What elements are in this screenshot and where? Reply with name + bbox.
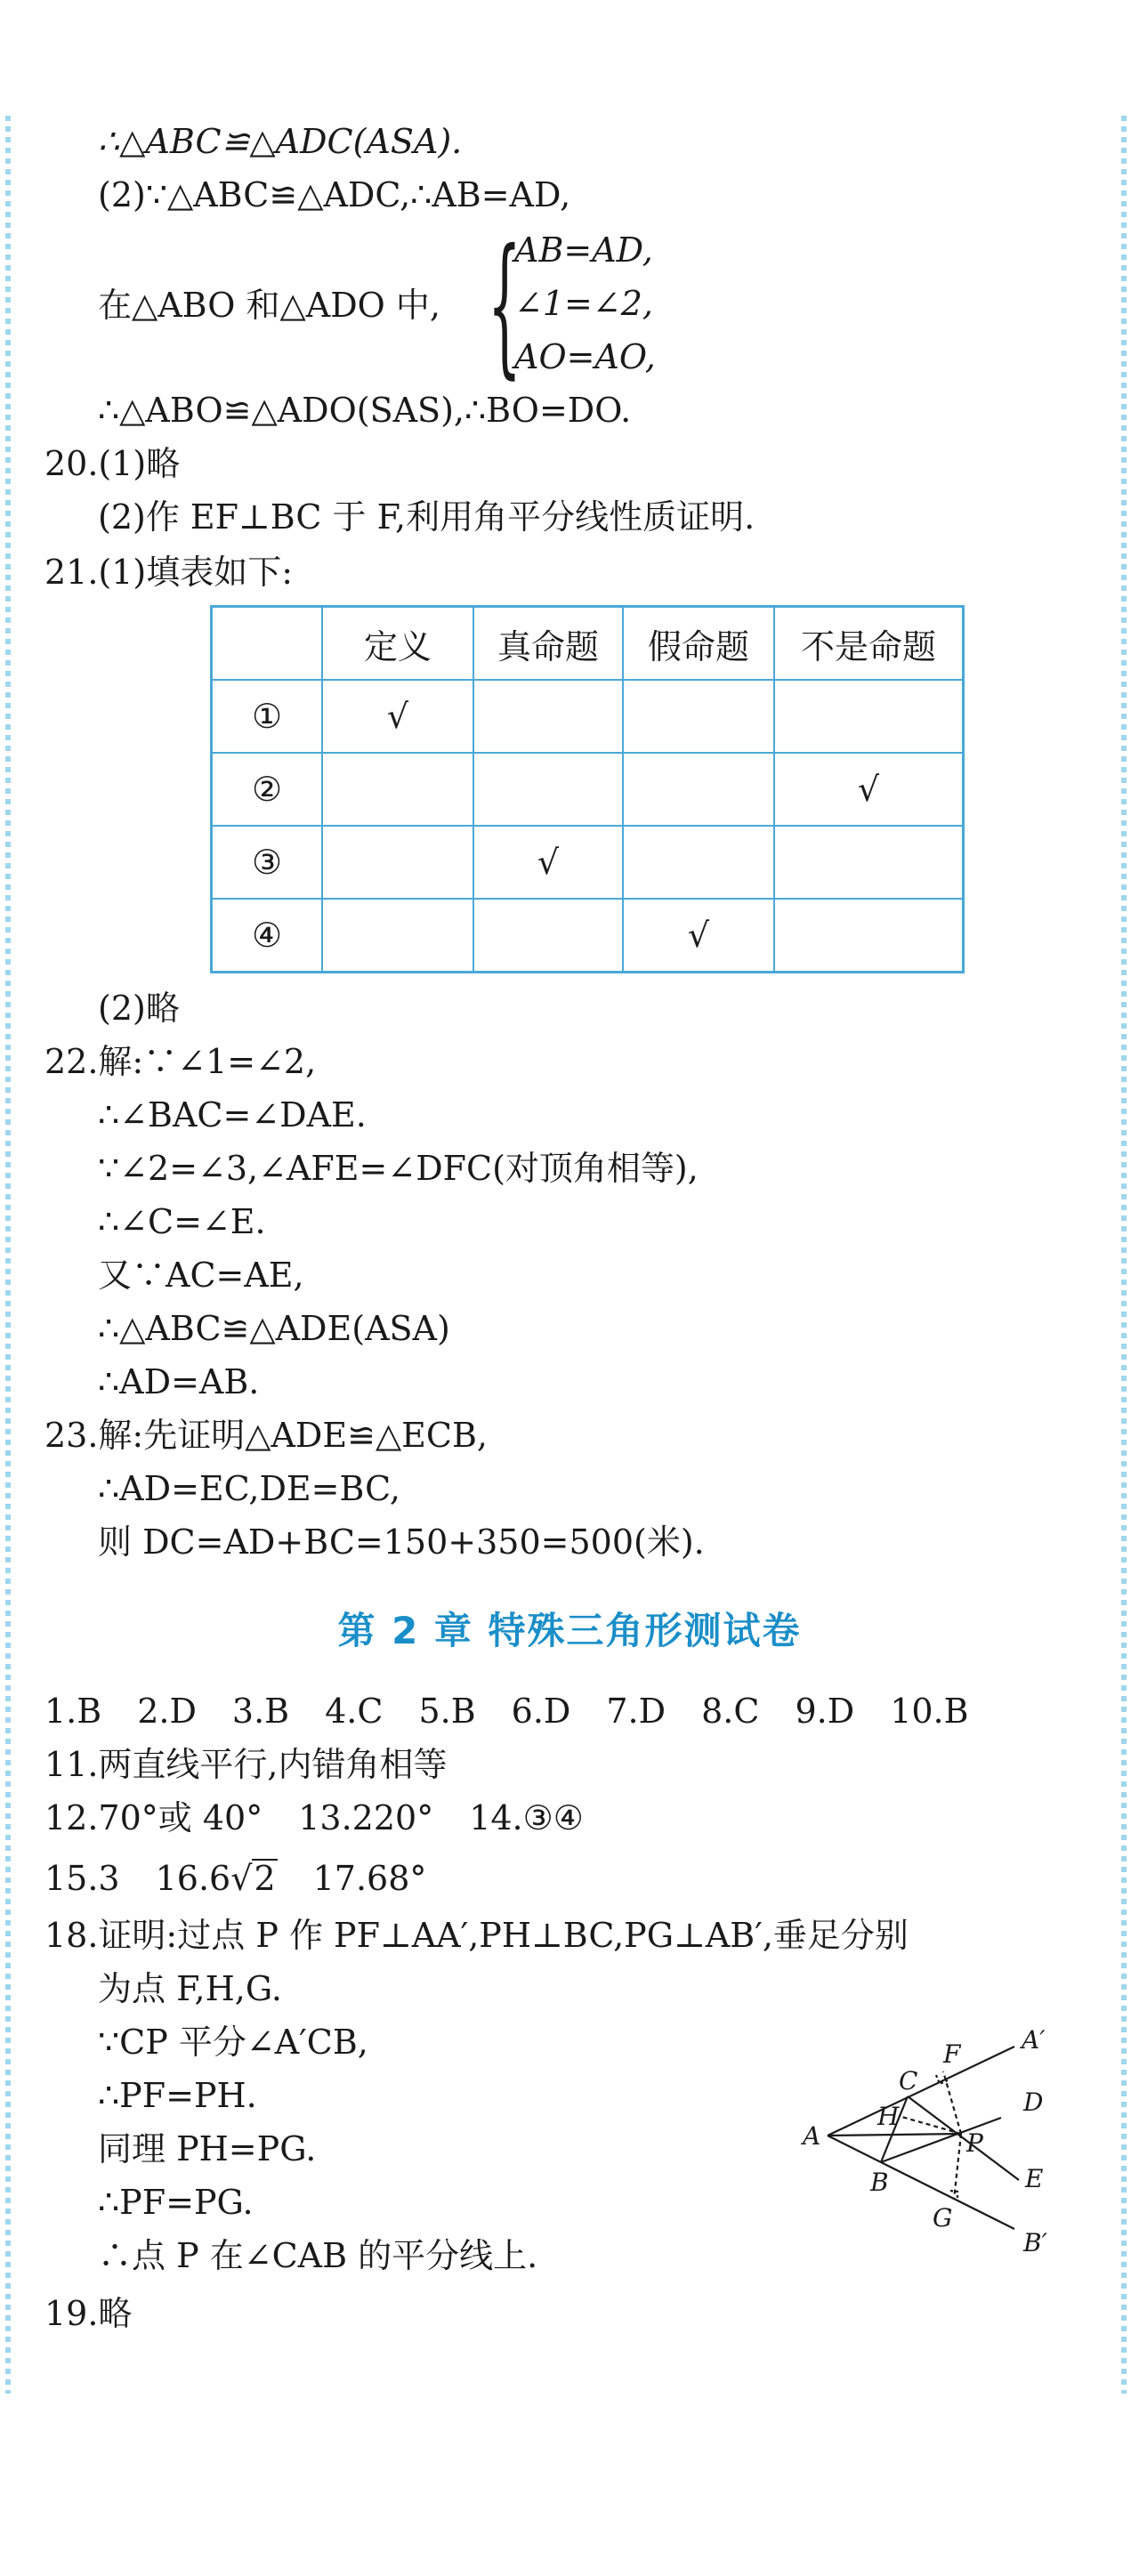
answer-18-line-7: ∴点 P 在∠CAB 的平分线上. (98, 2236, 538, 2275)
table-row (212, 899, 964, 973)
answer-22-line-7: ∴AD=AB. (98, 1362, 260, 1401)
label-F: F (943, 2039, 961, 2069)
proof-line-3: 在△ABO 和△ADO 中, (98, 286, 440, 325)
answer-item: 14.③④ (469, 1798, 584, 1837)
label-A: A (803, 2121, 821, 2151)
label-D: D (1023, 2087, 1044, 2117)
answer-22-line-1: 22.解:∵∠1=∠2, (44, 1042, 317, 1081)
answer-22-line-3: ∵∠2=∠3,∠AFE=∠DFC(对顶角相等), (98, 1149, 699, 1188)
answer-item: 8.C (701, 1692, 760, 1731)
answer-21-part1: 21.(1)填表如下: (44, 553, 294, 592)
answer-item: 5.B (418, 1692, 476, 1731)
table-cell (322, 826, 473, 899)
line-CE (908, 2096, 1019, 2180)
table-header-cell (212, 607, 323, 681)
sqrt-symbol: √ (230, 1859, 253, 1898)
table-header-cell: 假命题 (623, 607, 774, 681)
answer-18-line-6: ∴PF=PG. (98, 2183, 254, 2222)
answer-18-line-4: ∴PF=PH. (98, 2076, 257, 2115)
brace-line-1: AB=AD, (514, 230, 653, 270)
table-cell: √ (322, 680, 473, 753)
table-row (212, 826, 964, 899)
answers-1-to-10 (44, 1689, 969, 1733)
answers-15-to-17 (44, 1856, 462, 1901)
ray-AB-prime (828, 2136, 1014, 2229)
label-H: H (877, 2102, 900, 2131)
table-header-cell: 真命题 (473, 607, 623, 681)
equation-brace-group (488, 217, 710, 393)
proof-line-4: ∴△ABO≌△ADO(SAS),∴BO=DO. (98, 391, 632, 430)
sqrt-radicand: 2 (254, 1859, 276, 1898)
answer-20-part2: (2)作 EF⊥BC 于 F,利用角平分线性质证明. (98, 497, 755, 537)
answer-18-line-5: 同理 PH=PG. (98, 2129, 317, 2168)
table-cell (774, 680, 964, 753)
answer-item: 4.C (325, 1692, 384, 1731)
left-brace: { (488, 217, 521, 393)
table-cell (623, 826, 774, 899)
answer-22-line-5: 又∵AC=AE, (98, 1256, 304, 1295)
table-cell: √ (774, 753, 964, 826)
table-cell (473, 899, 623, 973)
table-cell: ④ (212, 899, 323, 973)
answer-item: 1.B (44, 1692, 102, 1731)
left-dotted-border (5, 116, 11, 2394)
label-E: E (1025, 2164, 1044, 2193)
answer-22-line-6: ∴△ABC≌△ADE(ASA) (98, 1309, 450, 1348)
table-cell (774, 899, 964, 973)
answer-item-16 (156, 1856, 278, 1901)
table-cell (473, 753, 623, 826)
answer-item: 15.3 (44, 1859, 120, 1898)
answer-16-prefix: 16.6 (155, 1859, 231, 1898)
brace-line-3: AO=AO, (514, 337, 656, 376)
answer-18-line-2: 为点 F,H,G. (98, 1969, 282, 2008)
label-B-prime: B′ (1023, 2228, 1047, 2257)
answer-item: 9.D (795, 1692, 855, 1731)
geometry-figure (801, 1993, 1086, 2260)
line-AP (828, 2134, 961, 2136)
answer-23-line-3: 则 DC=AD+BC=150+350=500(米). (98, 1522, 705, 1562)
label-C: C (899, 2066, 918, 2096)
answer-item: 17.68° (312, 1859, 427, 1898)
answer-11: 11.两直线平行,内错角相等 (44, 1745, 448, 1784)
dashed-PG (954, 2134, 961, 2200)
label-B: B (870, 2168, 889, 2197)
table-row (212, 680, 964, 753)
answer-23-line-2: ∴AD=EC,DE=BC, (98, 1469, 400, 1508)
label-G: G (933, 2203, 953, 2233)
answer-item: 10.B (890, 1692, 969, 1731)
answer-item: 3.B (231, 1692, 290, 1731)
answer-21-part2: (2)略 (98, 989, 180, 1028)
table-header-row (212, 607, 964, 681)
table-row (212, 753, 964, 826)
label-P: P (966, 2128, 983, 2158)
label-A-prime: A′ (1022, 2025, 1046, 2055)
table-cell: ③ (212, 826, 323, 899)
answer-table (210, 605, 965, 973)
answer-item: 13.220° (298, 1798, 434, 1837)
answer-19: 19.略 (44, 2294, 133, 2333)
answers-12-to-14 (44, 1796, 619, 1840)
answer-item: 12.70°或 40° (44, 1798, 263, 1837)
table-cell: √ (473, 826, 623, 899)
table-cell: ② (212, 753, 323, 826)
answer-18-line-3: ∵CP 平分∠A′CB, (98, 2023, 368, 2062)
proof-line-1: ∴△ABC≌△ADC(ASA). (98, 122, 463, 161)
answer-22-line-2: ∴∠BAC=∠DAE. (98, 1095, 367, 1135)
brace-line-2: ∠1=∠2, (514, 284, 653, 323)
dashed-PH (899, 2116, 961, 2134)
table-cell (322, 899, 473, 973)
answer-18-line-1: 18.证明:过点 P 作 PF⊥AA′,PH⊥BC,PG⊥AB′,垂足分别 (44, 1916, 909, 1955)
table-cell (623, 680, 774, 753)
table-header-cell: 不是命题 (774, 607, 964, 681)
table-cell (774, 826, 964, 899)
chapter-title: 第 2 章 特殊三角形测试卷 (337, 1609, 802, 1652)
table-cell (473, 680, 623, 753)
table-cell (322, 753, 473, 826)
answer-item: 6.D (511, 1692, 571, 1731)
proof-line-2: (2)∵△ABC≌△ADC,∴AB=AD, (98, 175, 571, 214)
answer-23-line-1: 23.解:先证明△ADE≌△ECB, (44, 1416, 488, 1455)
answer-item: 2.D (137, 1692, 197, 1731)
answer-22-line-4: ∴∠C=∠E. (98, 1202, 266, 1241)
table-header-cell: 定义 (322, 607, 473, 681)
right-dotted-border (1121, 116, 1127, 2394)
answer-item: 7.D (606, 1692, 666, 1731)
table-cell: √ (623, 899, 774, 973)
table-cell (623, 753, 774, 826)
answer-20-part1: 20.(1)略 (44, 444, 181, 483)
table-cell: ① (212, 680, 323, 753)
